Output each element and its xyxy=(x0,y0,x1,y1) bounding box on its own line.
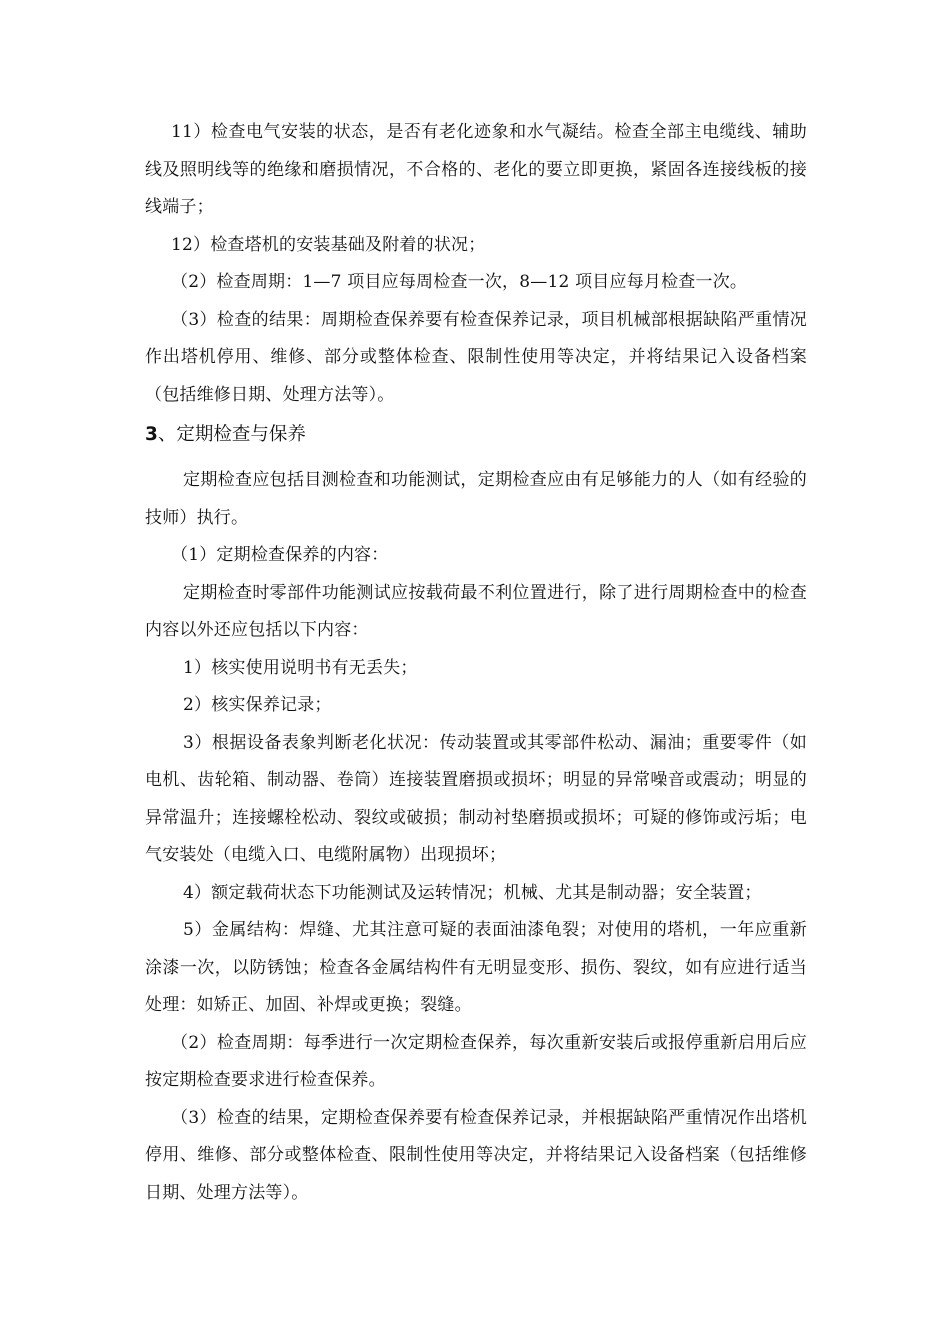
paragraph-item-11: 11）检查电气安装的状态，是否有老化迹象和水气凝结。检查全部主电缆线、辅助线及照明线等的绝缘和磨损情况，不合格的、老化的要立即更换，紧固各连接线板的接线端子； xyxy=(145,122,807,217)
paragraph-item-1: 1）核实使用说明书有无丢失； xyxy=(183,657,418,678)
paragraph-content-title: （1）定期检查保养的内容： xyxy=(171,545,389,565)
document-page xyxy=(145,114,807,1212)
section-heading xyxy=(145,414,807,456)
paragraph-periodic-result: （3）检查的结果，定期检查保养要有检查保养记录，并根据缺陷严重情况作出塔机停用、维修、部分或整体检查、限制性使用等决定，并将结果记入设备档案（包括维修日期、处理方法等）。 xyxy=(145,1107,807,1203)
section-title: 、定期检查与保养 xyxy=(157,424,306,445)
paragraph-item-2: 2）核实保养记录； xyxy=(183,695,332,715)
paragraph-intro: 定期检查应包括目测检查和功能测试，定期检查应由有足够能力的人（如有经验的技师）执行。 xyxy=(145,470,807,528)
paragraph-periodic-period: （2）检查周期：每季进行一次定期检查保养，每次重新安装后或报停重新启用后应按定期检查要求进行检查保养。 xyxy=(145,1032,807,1090)
paragraph-check-result: （3）检查的结果：周期检查保养要有检查保养记录，项目机械部根据缺陷严重情况作出塔机停用、维修、部分或整体检查、限制性使用等决定，并将结果记入设备档案（包括维修日期、处理方法等）。 xyxy=(145,309,807,405)
section-number: 3 xyxy=(145,424,158,445)
paragraph-item-12: 12）检查塔机的安装基础及附着的状况； xyxy=(171,234,486,255)
paragraph-item-5: 5）金属结构：焊缝、尤其注意可疑的表面油漆龟裂；对使用的塔机，一年应重新涂漆一次，以防锈蚀；检查各金属结构件有无明显变形、损伤、裂纹，如有应进行适当处理：如矫正、加固、补焊或更换；裂缝。 xyxy=(145,920,807,1015)
paragraph-check-period: （2）检查周期：1—7 项目应每周检查一次，8—12 项目应每月检查一次。 xyxy=(171,272,748,292)
paragraph-item-3: 3）根据设备表象判断老化状况：传动装置或其零部件松动、漏油；重要零件（如电机、齿轮箱、制动器、卷筒）连接装置磨损或损坏；明显的异常噪音或震动；明显的异常温升；连接螺栓松动、裂纹或破损；制动衬垫磨损或损坏；可疑的修饰或污垢；电气安装处（电缆入口、电缆附属物）出现损坏； xyxy=(145,732,807,865)
paragraph-item-4: 4）额定载荷状态下功能测试及运转情况；机械、尤其是制动器；安全装置； xyxy=(183,882,762,903)
paragraph-content-desc: 定期检查时零部件功能测试应按载荷最不利位置进行，除了进行周期检查中的检查内容以外还应包括以下内容： xyxy=(145,582,807,640)
